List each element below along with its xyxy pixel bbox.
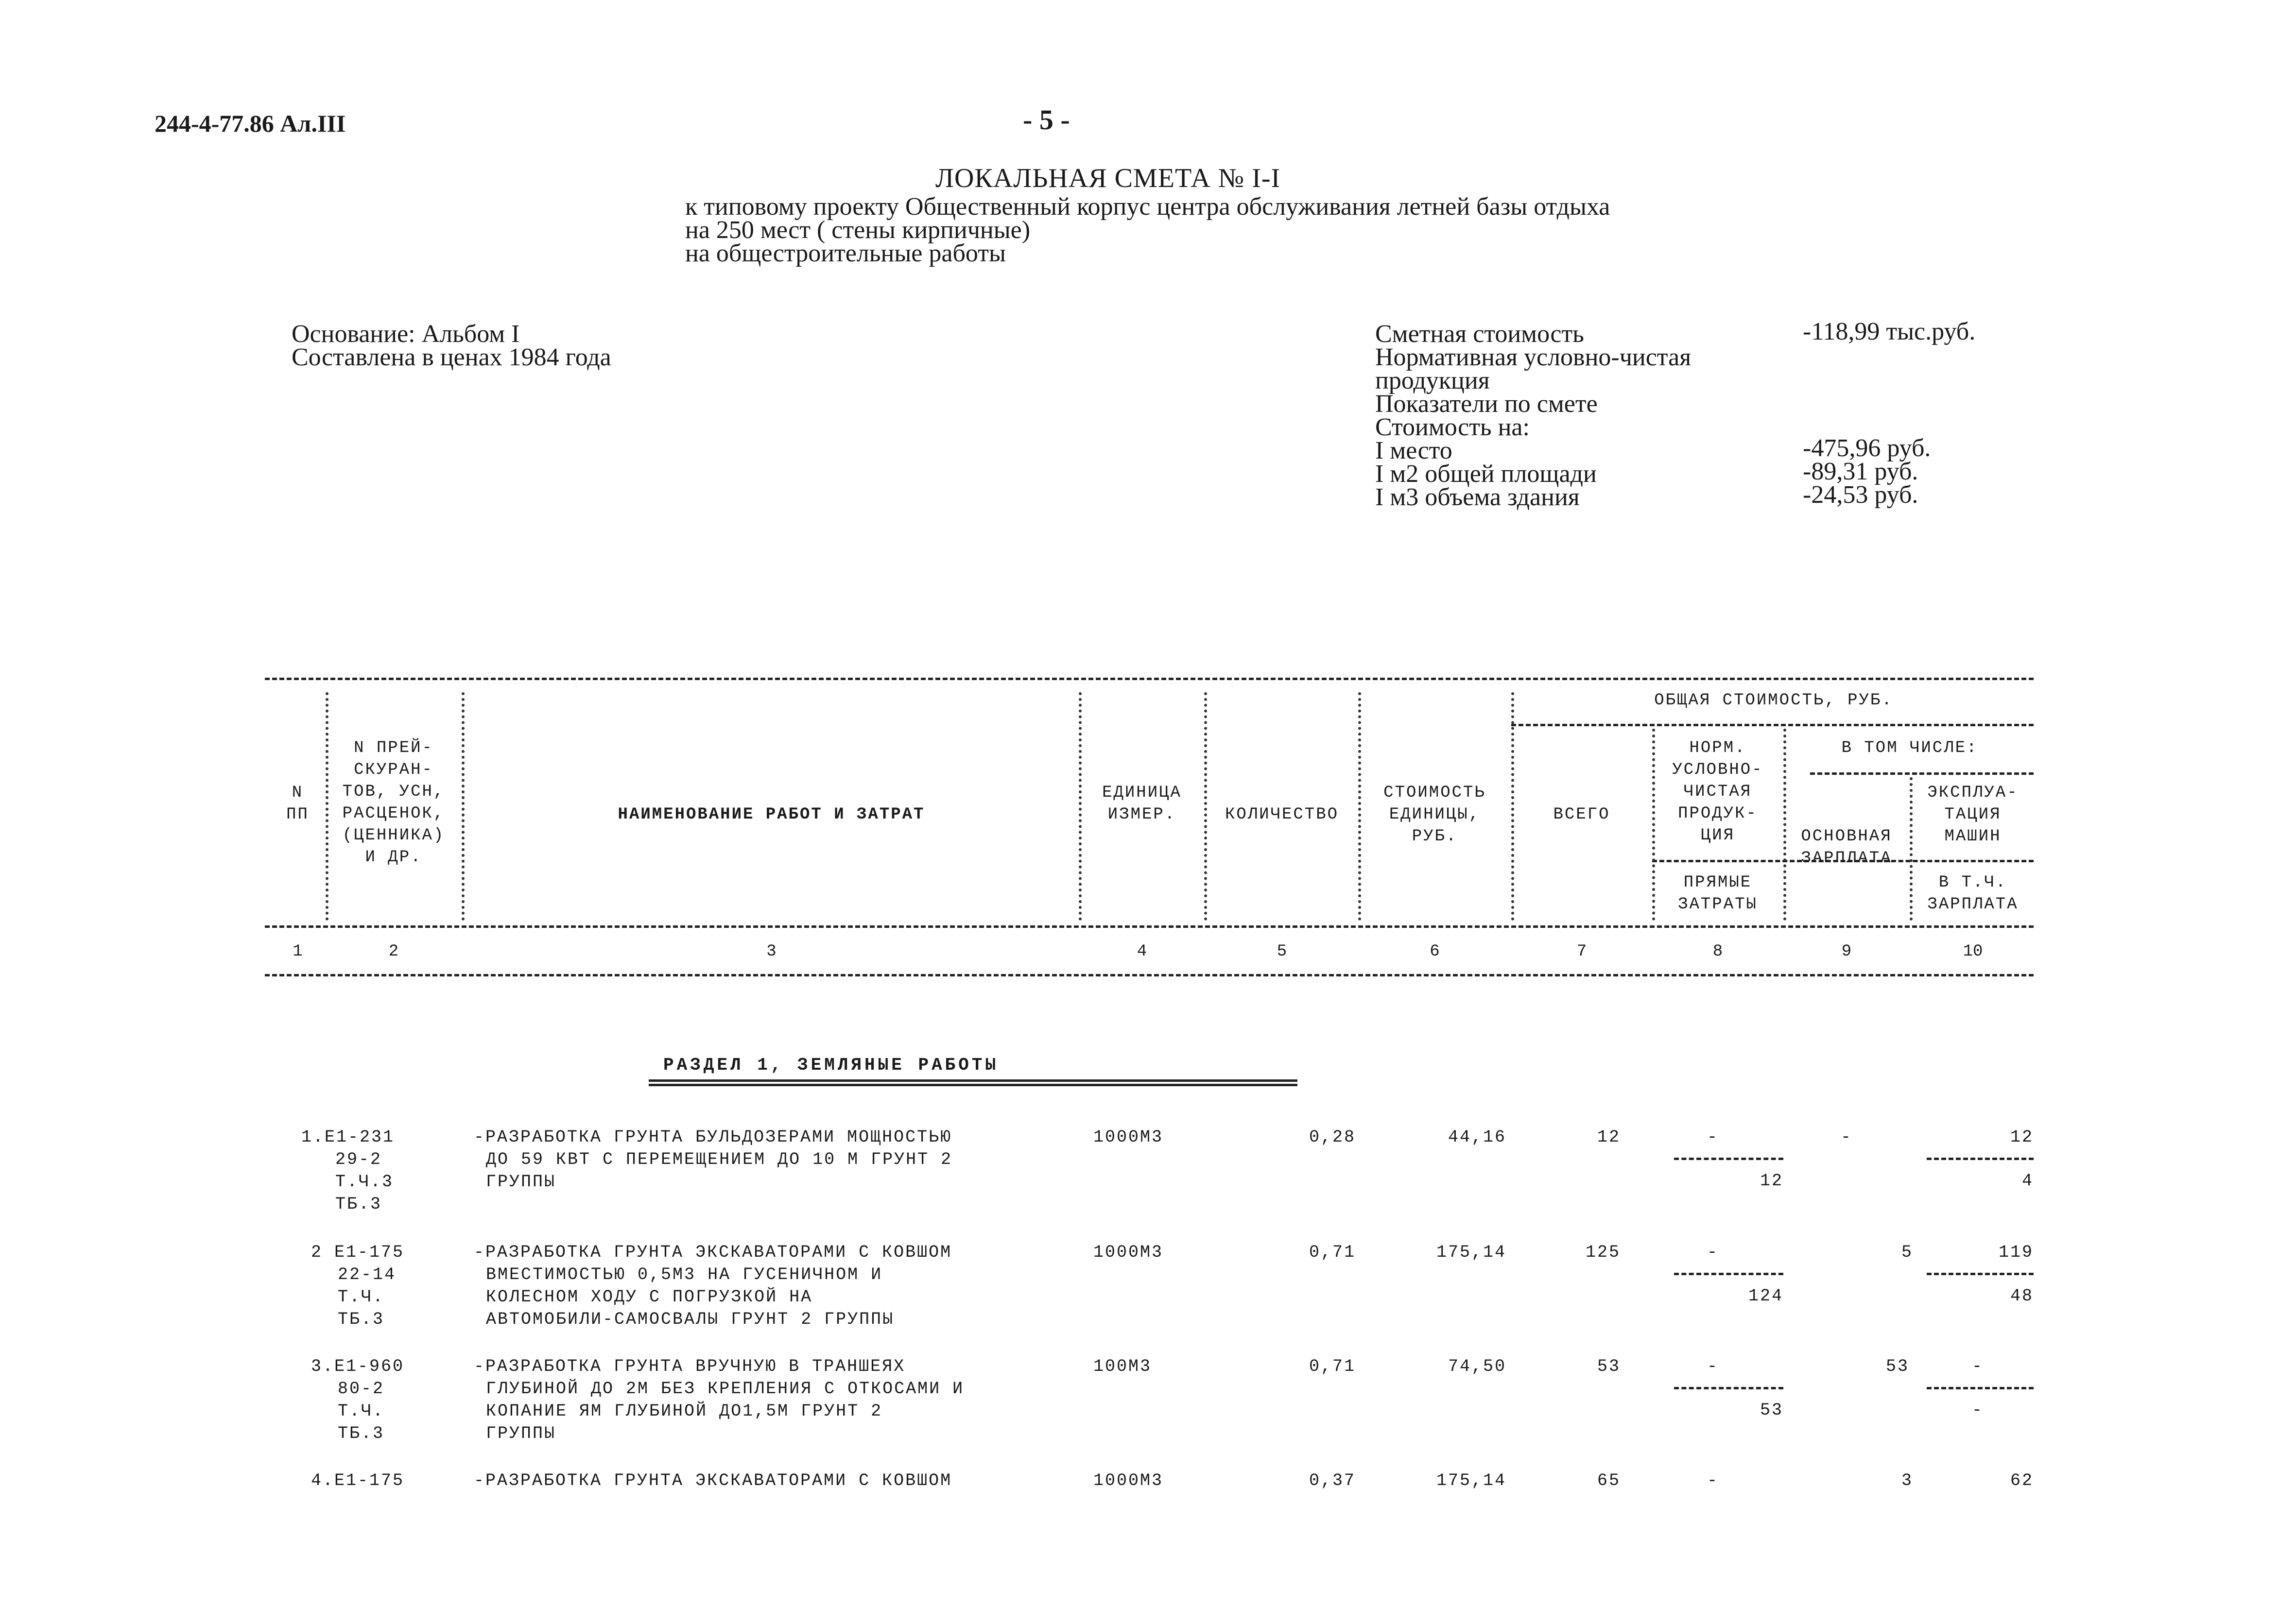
row-norm-product: - bbox=[1707, 1471, 1719, 1490]
row-norm-product: - bbox=[1707, 1128, 1719, 1147]
section-underline bbox=[649, 1079, 1297, 1086]
row-name-line: -РАЗРАБОТКА ГРУНТА БУЛЬДОЗЕРАМИ МОЩНОСТЬЮ bbox=[474, 1128, 952, 1147]
row-code-line: 1.Е1-231 bbox=[301, 1128, 395, 1147]
row-name-line: КОПАНИЕ ЯМ ГЛУБИНОЙ ДО1,5М ГРУНТ 2 bbox=[486, 1401, 883, 1421]
col8-header-line: НОРМ. bbox=[1689, 739, 1746, 757]
col-number: 5 bbox=[1277, 942, 1287, 961]
row-code-line: 22-14 bbox=[338, 1265, 397, 1284]
col-number: 2 bbox=[388, 942, 399, 961]
col2-header-line: N ПРЕЙ- bbox=[354, 739, 433, 757]
col8-header-line: ПРОДУК- bbox=[1678, 804, 1758, 823]
row-total: 12 bbox=[1597, 1128, 1621, 1147]
row-unit-price: 44,16 bbox=[1448, 1128, 1506, 1147]
per-m2-value: -89,31 руб. bbox=[1803, 458, 1918, 485]
col-number: 8 bbox=[1712, 942, 1723, 961]
col4-header-line: ИЗМЕР. bbox=[1107, 805, 1176, 824]
numbers-bottom-rule bbox=[265, 974, 2034, 976]
row-name-line: -РАЗРАБОТКА ГРУНТА ЭКСКАВАТОРАМИ С КОВШОМ bbox=[474, 1471, 952, 1490]
row-divider bbox=[1674, 1387, 1783, 1389]
row-code bbox=[311, 1241, 437, 1331]
row-code bbox=[311, 1469, 437, 1492]
col8-sub-header-line: ЗАТРАТЫ bbox=[1678, 895, 1758, 914]
col10-sub-header bbox=[1912, 872, 2034, 916]
per-m2-label: I м2 общей площади bbox=[1375, 460, 1597, 488]
row-norm-product: - bbox=[1707, 1357, 1719, 1376]
row-quantity: 0,28 bbox=[1309, 1128, 1356, 1147]
col10-header-line: ТАЦИЯ bbox=[1944, 805, 2002, 824]
col2-header-line: СКУРАН- bbox=[354, 761, 433, 779]
row-name-line: КОЛЕСНОМ ХОДУ С ПОГРУЗКОЙ НА bbox=[486, 1287, 813, 1307]
col-number: 6 bbox=[1430, 942, 1440, 961]
row-machine-wage: 4 bbox=[2021, 1171, 2034, 1191]
header-bottom-rule bbox=[265, 925, 2034, 928]
col9-header bbox=[1786, 826, 1907, 870]
col9-header-line: ЗАРПЛАТА bbox=[1801, 849, 1892, 868]
col10-sub-header-line: В Т.Ч. bbox=[1938, 873, 2007, 892]
row-name-line: ГРУППЫ bbox=[486, 1172, 556, 1192]
incl-group-header: В ТОМ ЧИСЛЕ: bbox=[1841, 739, 1978, 757]
col2-header-line: РАСЦЕНОК, bbox=[342, 804, 445, 823]
row-code-line: 3.Е1-960 bbox=[311, 1357, 405, 1376]
estimated-cost-value: -118,99 тыс.руб. bbox=[1803, 318, 1976, 345]
project-line-1: к типовому проекту Общественный корпус центра обслуживания летней базы отдыха bbox=[685, 193, 1610, 221]
row-machine-operation: 62 bbox=[2010, 1471, 2034, 1490]
row-norm-product: - bbox=[1707, 1243, 1719, 1262]
project-line-2: на 250 мест ( стены кирпичные) bbox=[685, 216, 1031, 244]
estimate-title: ЛОКАЛЬНАЯ СМЕТА № I-I bbox=[935, 163, 1281, 193]
col7-header: ВСЕГО bbox=[1553, 805, 1610, 824]
row-basic-wage: 53 bbox=[1885, 1357, 1909, 1376]
row-name-line: ВМЕСТИМОСТЬЮ 0,5М3 НА ГУСЕНИЧНОМ И bbox=[486, 1265, 883, 1284]
col8-sub-header-line: ПРЯМЫЕ bbox=[1683, 873, 1752, 892]
row-machine-operation: 119 bbox=[1998, 1243, 2034, 1262]
indicators-label: Показатели по смете bbox=[1375, 390, 1598, 418]
col2-header-line: И ДР. bbox=[365, 848, 422, 867]
col10-sub-header-line: ЗАРПЛАТА bbox=[1927, 895, 2019, 914]
col4-header-line: ЕДИНИЦА bbox=[1102, 784, 1182, 802]
row-code-line: 2 Е1-175 bbox=[311, 1243, 405, 1262]
col-number: 3 bbox=[766, 942, 777, 961]
total-cost-group-header: ОБЩАЯ СТОИМОСТЬ, РУБ. bbox=[1654, 691, 1893, 710]
col8-header bbox=[1655, 737, 1781, 847]
row-code-line: Т.Ч.3 bbox=[335, 1172, 394, 1192]
row-name bbox=[474, 1355, 964, 1445]
norm-product-label-2: продукция bbox=[1375, 367, 1490, 394]
row-basic-wage: 3 bbox=[1901, 1471, 1913, 1490]
col-number: 7 bbox=[1576, 942, 1587, 961]
row-divider bbox=[1927, 1387, 2034, 1389]
col8-header-line: ЦИЯ bbox=[1700, 826, 1735, 845]
col6-header-line: СТОИМОСТЬ bbox=[1383, 784, 1486, 802]
row-quantity: 0,37 bbox=[1309, 1471, 1356, 1490]
col-sep-2 bbox=[462, 692, 465, 921]
col4-header bbox=[1081, 782, 1203, 826]
row-divider bbox=[1674, 1273, 1783, 1275]
row-divider bbox=[1674, 1158, 1783, 1160]
col10-header-line: МАШИН bbox=[1944, 827, 2002, 846]
row-code-line: ТБ.3 bbox=[338, 1424, 385, 1443]
incl-group-rule bbox=[1810, 772, 2034, 775]
col3-header: НАИМЕНОВАНИЕ РАБОТ И ЗАТРАТ bbox=[618, 805, 925, 824]
project-line-3: на общестроительные работы bbox=[685, 239, 1006, 267]
col9-header-line: ОСНОВНАЯ bbox=[1801, 827, 1892, 846]
col1-header-line: N bbox=[292, 784, 304, 802]
cost-per-label: Стоимость на: bbox=[1375, 413, 1530, 441]
norm-product-label-1: Нормативная условно-чистая bbox=[1375, 343, 1692, 371]
col10-header bbox=[1912, 782, 2034, 848]
row-quantity: 0,71 bbox=[1309, 1243, 1356, 1262]
col2-header-line: (ЦЕННИКА) bbox=[342, 826, 445, 845]
col-number: 4 bbox=[1137, 942, 1147, 961]
row-divider bbox=[1927, 1273, 2034, 1275]
per-place-value: -475,96 руб. bbox=[1803, 434, 1931, 462]
col2-header-line: ТОВ, УСН, bbox=[342, 783, 445, 801]
row-code-line: Т.Ч. bbox=[338, 1287, 385, 1307]
row-quantity: 0,71 bbox=[1309, 1357, 1356, 1376]
row-direct-costs: 124 bbox=[1748, 1286, 1783, 1306]
basis-line-2: Составлена в ценах 1984 года bbox=[292, 343, 611, 371]
row-unit: 1000М3 bbox=[1093, 1471, 1164, 1490]
row-total: 53 bbox=[1597, 1357, 1621, 1376]
row-basic-wage: 5 bbox=[1901, 1243, 1913, 1262]
row-code-line: 4.Е1-175 bbox=[311, 1471, 405, 1490]
row-machine-wage: 48 bbox=[2010, 1286, 2034, 1306]
row-code bbox=[311, 1355, 437, 1445]
row-machine-operation: - bbox=[1971, 1357, 1984, 1376]
row-name bbox=[474, 1469, 952, 1492]
col6-header bbox=[1361, 782, 1509, 848]
col2-header bbox=[328, 737, 459, 869]
row-code bbox=[301, 1126, 428, 1215]
header-top-rule bbox=[265, 678, 2034, 680]
row-basic-wage: - bbox=[1840, 1128, 1852, 1147]
col1-header-line: ПП bbox=[286, 805, 309, 824]
total-group-rule bbox=[1511, 724, 2034, 726]
row-name-line: ДО 59 КВТ С ПЕРЕМЕЩЕНИЕМ ДО 10 М ГРУНТ 2 bbox=[486, 1150, 953, 1169]
per-place-label: I место bbox=[1375, 437, 1452, 464]
col-number: 1 bbox=[293, 942, 303, 961]
col1-header bbox=[272, 782, 323, 826]
col5-header: КОЛИЧЕСТВО bbox=[1225, 805, 1339, 824]
row-name bbox=[474, 1241, 952, 1331]
row-total: 125 bbox=[1585, 1243, 1621, 1262]
per-m3-value: -24,53 руб. bbox=[1803, 481, 1918, 509]
document-code: 244-4-77.86 Ал.III bbox=[155, 110, 346, 137]
col6-header-line: РУБ. bbox=[1412, 827, 1458, 846]
row-name-line: ГРУППЫ bbox=[486, 1424, 556, 1443]
col-number: 9 bbox=[1841, 942, 1852, 961]
per-m3-label: I м3 объема здания bbox=[1375, 483, 1580, 511]
col8-sub-header bbox=[1655, 872, 1781, 916]
col6-header-line: ЕДИНИЦЫ, bbox=[1389, 805, 1481, 824]
row-unit: 1000М3 bbox=[1093, 1128, 1164, 1147]
row-code-line: ТБ.3 bbox=[338, 1310, 385, 1329]
row-code-line: 80-2 bbox=[338, 1379, 385, 1399]
row-machine-operation: 12 bbox=[2010, 1128, 2034, 1147]
row-name-line: ГЛУБИНОЙ ДО 2М БЕЗ КРЕПЛЕНИЯ С ОТКОСАМИ И bbox=[486, 1379, 965, 1399]
row-name bbox=[474, 1126, 952, 1193]
estimated-cost-label: Сметная стоимость bbox=[1375, 320, 1584, 348]
col8-header-line: УСЛОВНО- bbox=[1672, 761, 1763, 779]
basis-line-1: Основание: Альбом I bbox=[292, 320, 520, 348]
row-unit-price: 74,50 bbox=[1448, 1357, 1506, 1376]
section-title: РАЗДЕЛ 1, ЗЕМЛЯНЫЕ РАБОТЫ bbox=[663, 1055, 999, 1075]
row-code-line: 29-2 bbox=[335, 1150, 382, 1169]
row-machine-wage: - bbox=[1971, 1401, 1984, 1420]
row-name-line: АВТОМОБИЛИ-САМОСВАЛЫ ГРУНТ 2 ГРУППЫ bbox=[486, 1310, 895, 1329]
row-direct-costs: 53 bbox=[1760, 1401, 1783, 1420]
row-unit-price: 175,14 bbox=[1436, 1471, 1506, 1490]
page-number: - 5 - bbox=[1023, 104, 1070, 136]
row-name-line: -РАЗРАБОТКА ГРУНТА ЭКСКАВАТОРАМИ С КОВШОМ bbox=[474, 1243, 952, 1262]
row-unit: 100М3 bbox=[1093, 1357, 1152, 1376]
row-name-line: -РАЗРАБОТКА ГРУНТА ВРУЧНУЮ В ТРАНШЕЯХ bbox=[474, 1357, 906, 1376]
row-direct-costs: 12 bbox=[1760, 1171, 1783, 1191]
col-number: 10 bbox=[1963, 942, 1983, 961]
row-code-line: Т.Ч. bbox=[338, 1401, 385, 1421]
row-total: 65 bbox=[1597, 1471, 1621, 1490]
row-unit-price: 175,14 bbox=[1436, 1243, 1506, 1262]
col10-header-line: ЭКСПЛУА- bbox=[1927, 784, 2019, 802]
col8-header-line: ЧИСТАЯ bbox=[1683, 783, 1752, 801]
row-divider bbox=[1927, 1158, 2034, 1160]
row-code-line: ТБ.3 bbox=[335, 1195, 382, 1214]
row-unit: 1000М3 bbox=[1093, 1243, 1164, 1262]
